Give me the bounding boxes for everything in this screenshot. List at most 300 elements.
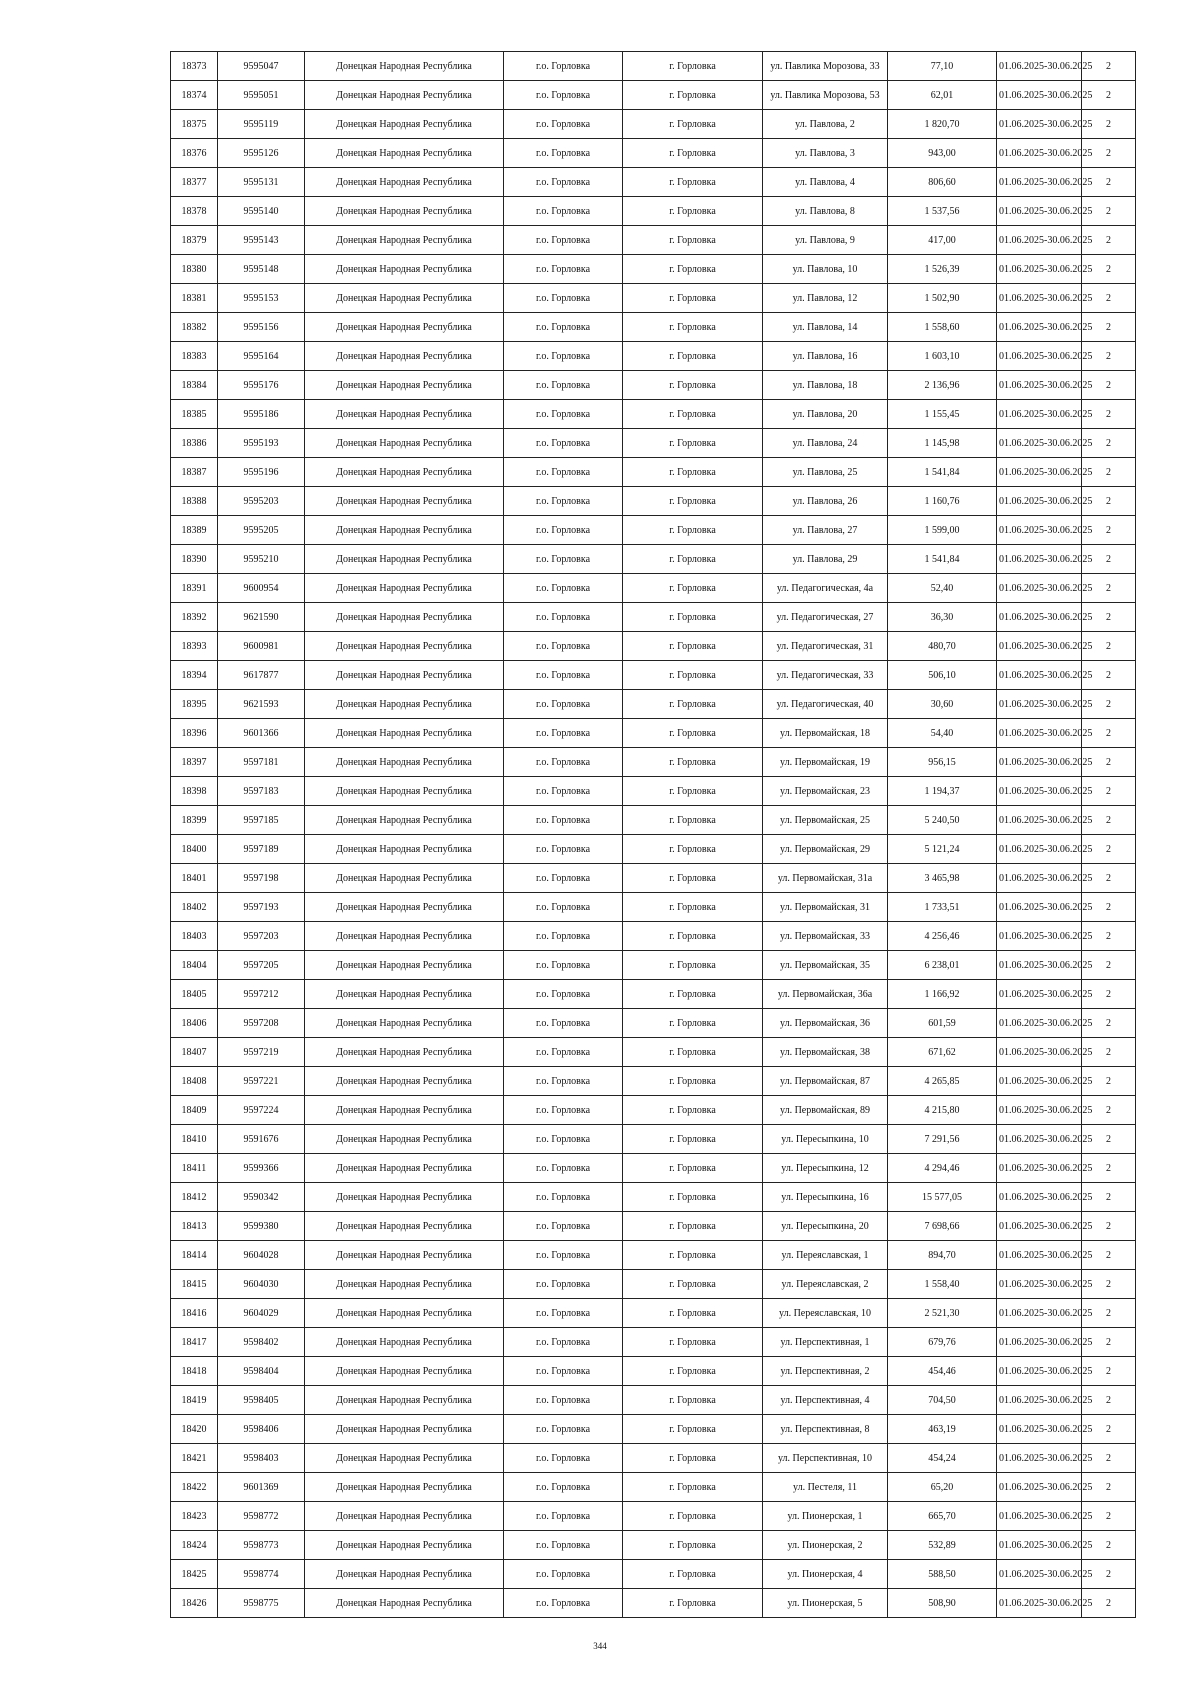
table-row	[171, 1386, 1136, 1415]
row-number-cell: 18386	[171, 429, 218, 458]
table-row	[171, 284, 1136, 313]
address-cell: ул. Педагогическая, 4а	[763, 574, 888, 603]
category-cell: 2	[1082, 1386, 1136, 1415]
object-id-cell: 9597183	[218, 777, 305, 806]
area-cell: 894,70	[888, 1241, 997, 1270]
period-cell: 01.06.2025-30.06.2025	[997, 603, 1082, 632]
address-cell: ул. Переяславская, 10	[763, 1299, 888, 1328]
city-cell: г. Горловка	[623, 777, 763, 806]
area-cell: 532,89	[888, 1531, 997, 1560]
region-cell: Донецкая Народная Республика	[305, 255, 504, 284]
address-cell: ул. Первомайская, 87	[763, 1067, 888, 1096]
district-cell: г.о. Горловка	[504, 1038, 623, 1067]
table-row	[171, 1415, 1136, 1444]
category-cell: 2	[1082, 110, 1136, 139]
table-row	[171, 1096, 1136, 1125]
area-cell: 77,10	[888, 52, 997, 81]
district-cell: г.о. Горловка	[504, 1241, 623, 1270]
category-cell: 2	[1082, 429, 1136, 458]
period-cell: 01.06.2025-30.06.2025	[997, 632, 1082, 661]
region-cell: Донецкая Народная Республика	[305, 226, 504, 255]
district-cell: г.о. Горловка	[504, 110, 623, 139]
category-cell: 2	[1082, 1299, 1136, 1328]
address-cell: ул. Пионерская, 2	[763, 1531, 888, 1560]
area-cell: 1 541,84	[888, 458, 997, 487]
category-cell: 2	[1082, 951, 1136, 980]
district-cell: г.о. Горловка	[504, 255, 623, 284]
housing-registry-table	[170, 51, 1136, 1618]
period-cell: 01.06.2025-30.06.2025	[997, 980, 1082, 1009]
table-row	[171, 951, 1136, 980]
table-row	[171, 458, 1136, 487]
object-id-cell: 9595143	[218, 226, 305, 255]
district-cell: г.о. Горловка	[504, 748, 623, 777]
area-cell: 956,15	[888, 748, 997, 777]
category-cell: 2	[1082, 1096, 1136, 1125]
region-cell: Донецкая Народная Республика	[305, 1009, 504, 1038]
district-cell: г.о. Горловка	[504, 835, 623, 864]
region-cell: Донецкая Народная Республика	[305, 487, 504, 516]
district-cell: г.о. Горловка	[504, 458, 623, 487]
category-cell: 2	[1082, 1067, 1136, 1096]
region-cell: Донецкая Народная Республика	[305, 893, 504, 922]
address-cell: ул. Пересыпкина, 10	[763, 1125, 888, 1154]
object-id-cell: 9598404	[218, 1357, 305, 1386]
region-cell: Донецкая Народная Республика	[305, 516, 504, 545]
period-cell: 01.06.2025-30.06.2025	[997, 1589, 1082, 1618]
category-cell: 2	[1082, 1009, 1136, 1038]
category-cell: 2	[1082, 342, 1136, 371]
category-cell: 2	[1082, 748, 1136, 777]
row-number-cell: 18405	[171, 980, 218, 1009]
category-cell: 2	[1082, 1241, 1136, 1270]
category-cell: 2	[1082, 603, 1136, 632]
object-id-cell: 9617877	[218, 661, 305, 690]
city-cell: г. Горловка	[623, 690, 763, 719]
object-id-cell: 9597205	[218, 951, 305, 980]
period-cell: 01.06.2025-30.06.2025	[997, 313, 1082, 342]
object-id-cell: 9595205	[218, 516, 305, 545]
area-cell: 463,19	[888, 1415, 997, 1444]
district-cell: г.о. Горловка	[504, 1589, 623, 1618]
district-cell: г.о. Горловка	[504, 661, 623, 690]
address-cell: ул. Пестеля, 11	[763, 1473, 888, 1502]
address-cell: ул. Пересыпкина, 20	[763, 1212, 888, 1241]
district-cell: г.о. Горловка	[504, 719, 623, 748]
period-cell: 01.06.2025-30.06.2025	[997, 719, 1082, 748]
category-cell: 2	[1082, 690, 1136, 719]
area-cell: 62,01	[888, 81, 997, 110]
address-cell: ул. Павлова, 24	[763, 429, 888, 458]
table-row	[171, 864, 1136, 893]
period-cell: 01.06.2025-30.06.2025	[997, 139, 1082, 168]
region-cell: Донецкая Народная Республика	[305, 1270, 504, 1299]
period-cell: 01.06.2025-30.06.2025	[997, 516, 1082, 545]
address-cell: ул. Павлова, 14	[763, 313, 888, 342]
city-cell: г. Горловка	[623, 1038, 763, 1067]
object-id-cell: 9599366	[218, 1154, 305, 1183]
period-cell: 01.06.2025-30.06.2025	[997, 1299, 1082, 1328]
city-cell: г. Горловка	[623, 81, 763, 110]
city-cell: г. Горловка	[623, 835, 763, 864]
row-number-cell: 18423	[171, 1502, 218, 1531]
address-cell: ул. Павлова, 26	[763, 487, 888, 516]
district-cell: г.о. Горловка	[504, 1183, 623, 1212]
district-cell: г.о. Горловка	[504, 516, 623, 545]
row-number-cell: 18422	[171, 1473, 218, 1502]
district-cell: г.о. Горловка	[504, 1386, 623, 1415]
category-cell: 2	[1082, 1038, 1136, 1067]
city-cell: г. Горловка	[623, 139, 763, 168]
address-cell: ул. Первомайская, 25	[763, 806, 888, 835]
category-cell: 2	[1082, 1270, 1136, 1299]
region-cell: Донецкая Народная Республика	[305, 545, 504, 574]
row-number-cell: 18389	[171, 516, 218, 545]
period-cell: 01.06.2025-30.06.2025	[997, 52, 1082, 81]
row-number-cell: 18385	[171, 400, 218, 429]
area-cell: 1 537,56	[888, 197, 997, 226]
category-cell: 2	[1082, 1212, 1136, 1241]
category-cell: 2	[1082, 1125, 1136, 1154]
row-number-cell: 18411	[171, 1154, 218, 1183]
city-cell: г. Горловка	[623, 1473, 763, 1502]
table-row	[171, 545, 1136, 574]
city-cell: г. Горловка	[623, 255, 763, 284]
table-row	[171, 748, 1136, 777]
object-id-cell: 9601366	[218, 719, 305, 748]
city-cell: г. Горловка	[623, 1270, 763, 1299]
city-cell: г. Горловка	[623, 1386, 763, 1415]
row-number-cell: 18395	[171, 690, 218, 719]
category-cell: 2	[1082, 487, 1136, 516]
row-number-cell: 18401	[171, 864, 218, 893]
table-row	[171, 1444, 1136, 1473]
table-row	[171, 603, 1136, 632]
table-row	[171, 400, 1136, 429]
city-cell: г. Горловка	[623, 951, 763, 980]
period-cell: 01.06.2025-30.06.2025	[997, 1415, 1082, 1444]
table-row	[171, 1328, 1136, 1357]
category-cell: 2	[1082, 719, 1136, 748]
city-cell: г. Горловка	[623, 1009, 763, 1038]
period-cell: 01.06.2025-30.06.2025	[997, 1096, 1082, 1125]
city-cell: г. Горловка	[623, 52, 763, 81]
district-cell: г.о. Горловка	[504, 1531, 623, 1560]
period-cell: 01.06.2025-30.06.2025	[997, 748, 1082, 777]
table-body	[171, 52, 1136, 1618]
object-id-cell: 9595126	[218, 139, 305, 168]
row-number-cell: 18391	[171, 574, 218, 603]
district-cell: г.о. Горловка	[504, 1444, 623, 1473]
city-cell: г. Горловка	[623, 284, 763, 313]
address-cell: ул. Павлова, 2	[763, 110, 888, 139]
table-row	[171, 806, 1136, 835]
city-cell: г. Горловка	[623, 719, 763, 748]
area-cell: 1 145,98	[888, 429, 997, 458]
district-cell: г.о. Горловка	[504, 1299, 623, 1328]
area-cell: 2 136,96	[888, 371, 997, 400]
category-cell: 2	[1082, 1357, 1136, 1386]
district-cell: г.о. Горловка	[504, 371, 623, 400]
district-cell: г.о. Горловка	[504, 1067, 623, 1096]
table-row	[171, 1531, 1136, 1560]
city-cell: г. Горловка	[623, 1067, 763, 1096]
region-cell: Донецкая Народная Республика	[305, 168, 504, 197]
row-number-cell: 18384	[171, 371, 218, 400]
region-cell: Донецкая Народная Республика	[305, 864, 504, 893]
region-cell: Донецкая Народная Республика	[305, 342, 504, 371]
city-cell: г. Горловка	[623, 1531, 763, 1560]
address-cell: ул. Первомайская, 18	[763, 719, 888, 748]
city-cell: г. Горловка	[623, 1183, 763, 1212]
region-cell: Донецкая Народная Республика	[305, 1415, 504, 1444]
period-cell: 01.06.2025-30.06.2025	[997, 1212, 1082, 1241]
object-id-cell: 9597208	[218, 1009, 305, 1038]
object-id-cell: 9597181	[218, 748, 305, 777]
category-cell: 2	[1082, 516, 1136, 545]
district-cell: г.о. Горловка	[504, 1096, 623, 1125]
area-cell: 1 155,45	[888, 400, 997, 429]
category-cell: 2	[1082, 1154, 1136, 1183]
category-cell: 2	[1082, 777, 1136, 806]
area-cell: 588,50	[888, 1560, 997, 1589]
city-cell: г. Горловка	[623, 1154, 763, 1183]
period-cell: 01.06.2025-30.06.2025	[997, 1183, 1082, 1212]
district-cell: г.о. Горловка	[504, 603, 623, 632]
period-cell: 01.06.2025-30.06.2025	[997, 1038, 1082, 1067]
object-id-cell: 9595140	[218, 197, 305, 226]
address-cell: ул. Павлова, 29	[763, 545, 888, 574]
period-cell: 01.06.2025-30.06.2025	[997, 226, 1082, 255]
address-cell: ул. Павлова, 16	[763, 342, 888, 371]
district-cell: г.о. Горловка	[504, 980, 623, 1009]
address-cell: ул. Первомайская, 29	[763, 835, 888, 864]
region-cell: Донецкая Народная Республика	[305, 806, 504, 835]
period-cell: 01.06.2025-30.06.2025	[997, 1444, 1082, 1473]
category-cell: 2	[1082, 1183, 1136, 1212]
city-cell: г. Горловка	[623, 806, 763, 835]
row-number-cell: 18416	[171, 1299, 218, 1328]
region-cell: Донецкая Народная Республика	[305, 922, 504, 951]
object-id-cell: 9621593	[218, 690, 305, 719]
city-cell: г. Горловка	[623, 313, 763, 342]
area-cell: 1 558,40	[888, 1270, 997, 1299]
district-cell: г.о. Горловка	[504, 487, 623, 516]
region-cell: Донецкая Народная Республика	[305, 1067, 504, 1096]
row-number-cell: 18408	[171, 1067, 218, 1096]
address-cell: ул. Павлова, 9	[763, 226, 888, 255]
city-cell: г. Горловка	[623, 1560, 763, 1589]
district-cell: г.о. Горловка	[504, 400, 623, 429]
address-cell: ул. Переяславская, 2	[763, 1270, 888, 1299]
district-cell: г.о. Горловка	[504, 1154, 623, 1183]
period-cell: 01.06.2025-30.06.2025	[997, 661, 1082, 690]
category-cell: 2	[1082, 980, 1136, 1009]
row-number-cell: 18374	[171, 81, 218, 110]
area-cell: 1 603,10	[888, 342, 997, 371]
region-cell: Донецкая Народная Республика	[305, 1299, 504, 1328]
row-number-cell: 18396	[171, 719, 218, 748]
region-cell: Донецкая Народная Республика	[305, 1357, 504, 1386]
city-cell: г. Горловка	[623, 400, 763, 429]
period-cell: 01.06.2025-30.06.2025	[997, 1125, 1082, 1154]
area-cell: 679,76	[888, 1328, 997, 1357]
district-cell: г.о. Горловка	[504, 1212, 623, 1241]
table-row	[171, 632, 1136, 661]
object-id-cell: 9598406	[218, 1415, 305, 1444]
city-cell: г. Горловка	[623, 1299, 763, 1328]
address-cell: ул. Переяславская, 1	[763, 1241, 888, 1270]
object-id-cell: 9597221	[218, 1067, 305, 1096]
address-cell: ул. Павлова, 12	[763, 284, 888, 313]
address-cell: ул. Павлова, 18	[763, 371, 888, 400]
district-cell: г.о. Горловка	[504, 168, 623, 197]
district-cell: г.о. Горловка	[504, 429, 623, 458]
district-cell: г.о. Горловка	[504, 197, 623, 226]
object-id-cell: 9598402	[218, 1328, 305, 1357]
district-cell: г.о. Горловка	[504, 1357, 623, 1386]
object-id-cell: 9595051	[218, 81, 305, 110]
region-cell: Донецкая Народная Республика	[305, 632, 504, 661]
region-cell: Донецкая Народная Республика	[305, 835, 504, 864]
region-cell: Донецкая Народная Республика	[305, 1444, 504, 1473]
period-cell: 01.06.2025-30.06.2025	[997, 400, 1082, 429]
page-number: 344	[593, 1641, 607, 1651]
address-cell: ул. Первомайская, 36а	[763, 980, 888, 1009]
area-cell: 4 256,46	[888, 922, 997, 951]
city-cell: г. Горловка	[623, 603, 763, 632]
category-cell: 2	[1082, 1444, 1136, 1473]
object-id-cell: 9595131	[218, 168, 305, 197]
object-id-cell: 9595148	[218, 255, 305, 284]
city-cell: г. Горловка	[623, 458, 763, 487]
region-cell: Донецкая Народная Республика	[305, 458, 504, 487]
object-id-cell: 9595047	[218, 52, 305, 81]
area-cell: 54,40	[888, 719, 997, 748]
period-cell: 01.06.2025-30.06.2025	[997, 429, 1082, 458]
region-cell: Донецкая Народная Республика	[305, 1212, 504, 1241]
table-row	[171, 487, 1136, 516]
address-cell: ул. Пионерская, 4	[763, 1560, 888, 1589]
object-id-cell: 9597198	[218, 864, 305, 893]
table-row	[171, 661, 1136, 690]
district-cell: г.о. Горловка	[504, 545, 623, 574]
period-cell: 01.06.2025-30.06.2025	[997, 893, 1082, 922]
city-cell: г. Горловка	[623, 893, 763, 922]
object-id-cell: 9595176	[218, 371, 305, 400]
table-row	[171, 139, 1136, 168]
object-id-cell: 9597219	[218, 1038, 305, 1067]
address-cell: ул. Первомайская, 89	[763, 1096, 888, 1125]
table-row	[171, 719, 1136, 748]
area-cell: 6 238,01	[888, 951, 997, 980]
row-number-cell: 18388	[171, 487, 218, 516]
row-number-cell: 18419	[171, 1386, 218, 1415]
period-cell: 01.06.2025-30.06.2025	[997, 342, 1082, 371]
district-cell: г.о. Горловка	[504, 1270, 623, 1299]
city-cell: г. Горловка	[623, 1415, 763, 1444]
district-cell: г.о. Горловка	[504, 1560, 623, 1589]
city-cell: г. Горловка	[623, 632, 763, 661]
address-cell: ул. Павлова, 20	[763, 400, 888, 429]
object-id-cell: 9595153	[218, 284, 305, 313]
region-cell: Донецкая Народная Республика	[305, 980, 504, 1009]
table-row	[171, 1241, 1136, 1270]
object-id-cell: 9600954	[218, 574, 305, 603]
table-row	[171, 1502, 1136, 1531]
row-number-cell: 18413	[171, 1212, 218, 1241]
district-cell: г.о. Горловка	[504, 690, 623, 719]
address-cell: ул. Пересыпкина, 16	[763, 1183, 888, 1212]
table-row	[171, 1357, 1136, 1386]
object-id-cell: 9597185	[218, 806, 305, 835]
address-cell: ул. Павлика Морозова, 33	[763, 52, 888, 81]
address-cell: ул. Педагогическая, 27	[763, 603, 888, 632]
area-cell: 454,24	[888, 1444, 997, 1473]
row-number-cell: 18415	[171, 1270, 218, 1299]
address-cell: ул. Павлова, 4	[763, 168, 888, 197]
city-cell: г. Горловка	[623, 1502, 763, 1531]
table-row	[171, 168, 1136, 197]
table-row	[171, 1154, 1136, 1183]
object-id-cell: 9590342	[218, 1183, 305, 1212]
period-cell: 01.06.2025-30.06.2025	[997, 255, 1082, 284]
area-cell: 1 160,76	[888, 487, 997, 516]
row-number-cell: 18420	[171, 1415, 218, 1444]
period-cell: 01.06.2025-30.06.2025	[997, 864, 1082, 893]
table-row	[171, 980, 1136, 1009]
area-cell: 1 526,39	[888, 255, 997, 284]
row-number-cell: 18424	[171, 1531, 218, 1560]
area-cell: 4 215,80	[888, 1096, 997, 1125]
table-row	[171, 110, 1136, 139]
row-number-cell: 18381	[171, 284, 218, 313]
row-number-cell: 18421	[171, 1444, 218, 1473]
address-cell: ул. Павлова, 25	[763, 458, 888, 487]
region-cell: Донецкая Народная Республика	[305, 371, 504, 400]
row-number-cell: 18404	[171, 951, 218, 980]
area-cell: 480,70	[888, 632, 997, 661]
object-id-cell: 9598405	[218, 1386, 305, 1415]
area-cell: 5 240,50	[888, 806, 997, 835]
area-cell: 506,10	[888, 661, 997, 690]
address-cell: ул. Павлика Морозова, 53	[763, 81, 888, 110]
city-cell: г. Горловка	[623, 661, 763, 690]
object-id-cell: 9595164	[218, 342, 305, 371]
area-cell: 5 121,24	[888, 835, 997, 864]
row-number-cell: 18382	[171, 313, 218, 342]
district-cell: г.о. Горловка	[504, 139, 623, 168]
row-number-cell: 18426	[171, 1589, 218, 1618]
district-cell: г.о. Горловка	[504, 893, 623, 922]
address-cell: ул. Павлова, 27	[763, 516, 888, 545]
district-cell: г.о. Горловка	[504, 81, 623, 110]
city-cell: г. Горловка	[623, 748, 763, 777]
row-number-cell: 18417	[171, 1328, 218, 1357]
table-row	[171, 690, 1136, 719]
period-cell: 01.06.2025-30.06.2025	[997, 1502, 1082, 1531]
address-cell: ул. Педагогическая, 31	[763, 632, 888, 661]
area-cell: 4 294,46	[888, 1154, 997, 1183]
table-row	[171, 777, 1136, 806]
row-number-cell: 18377	[171, 168, 218, 197]
address-cell: ул. Первомайская, 33	[763, 922, 888, 951]
region-cell: Донецкая Народная Республика	[305, 690, 504, 719]
table-row	[171, 1009, 1136, 1038]
region-cell: Донецкая Народная Республика	[305, 1241, 504, 1270]
period-cell: 01.06.2025-30.06.2025	[997, 574, 1082, 603]
area-cell: 1 541,84	[888, 545, 997, 574]
